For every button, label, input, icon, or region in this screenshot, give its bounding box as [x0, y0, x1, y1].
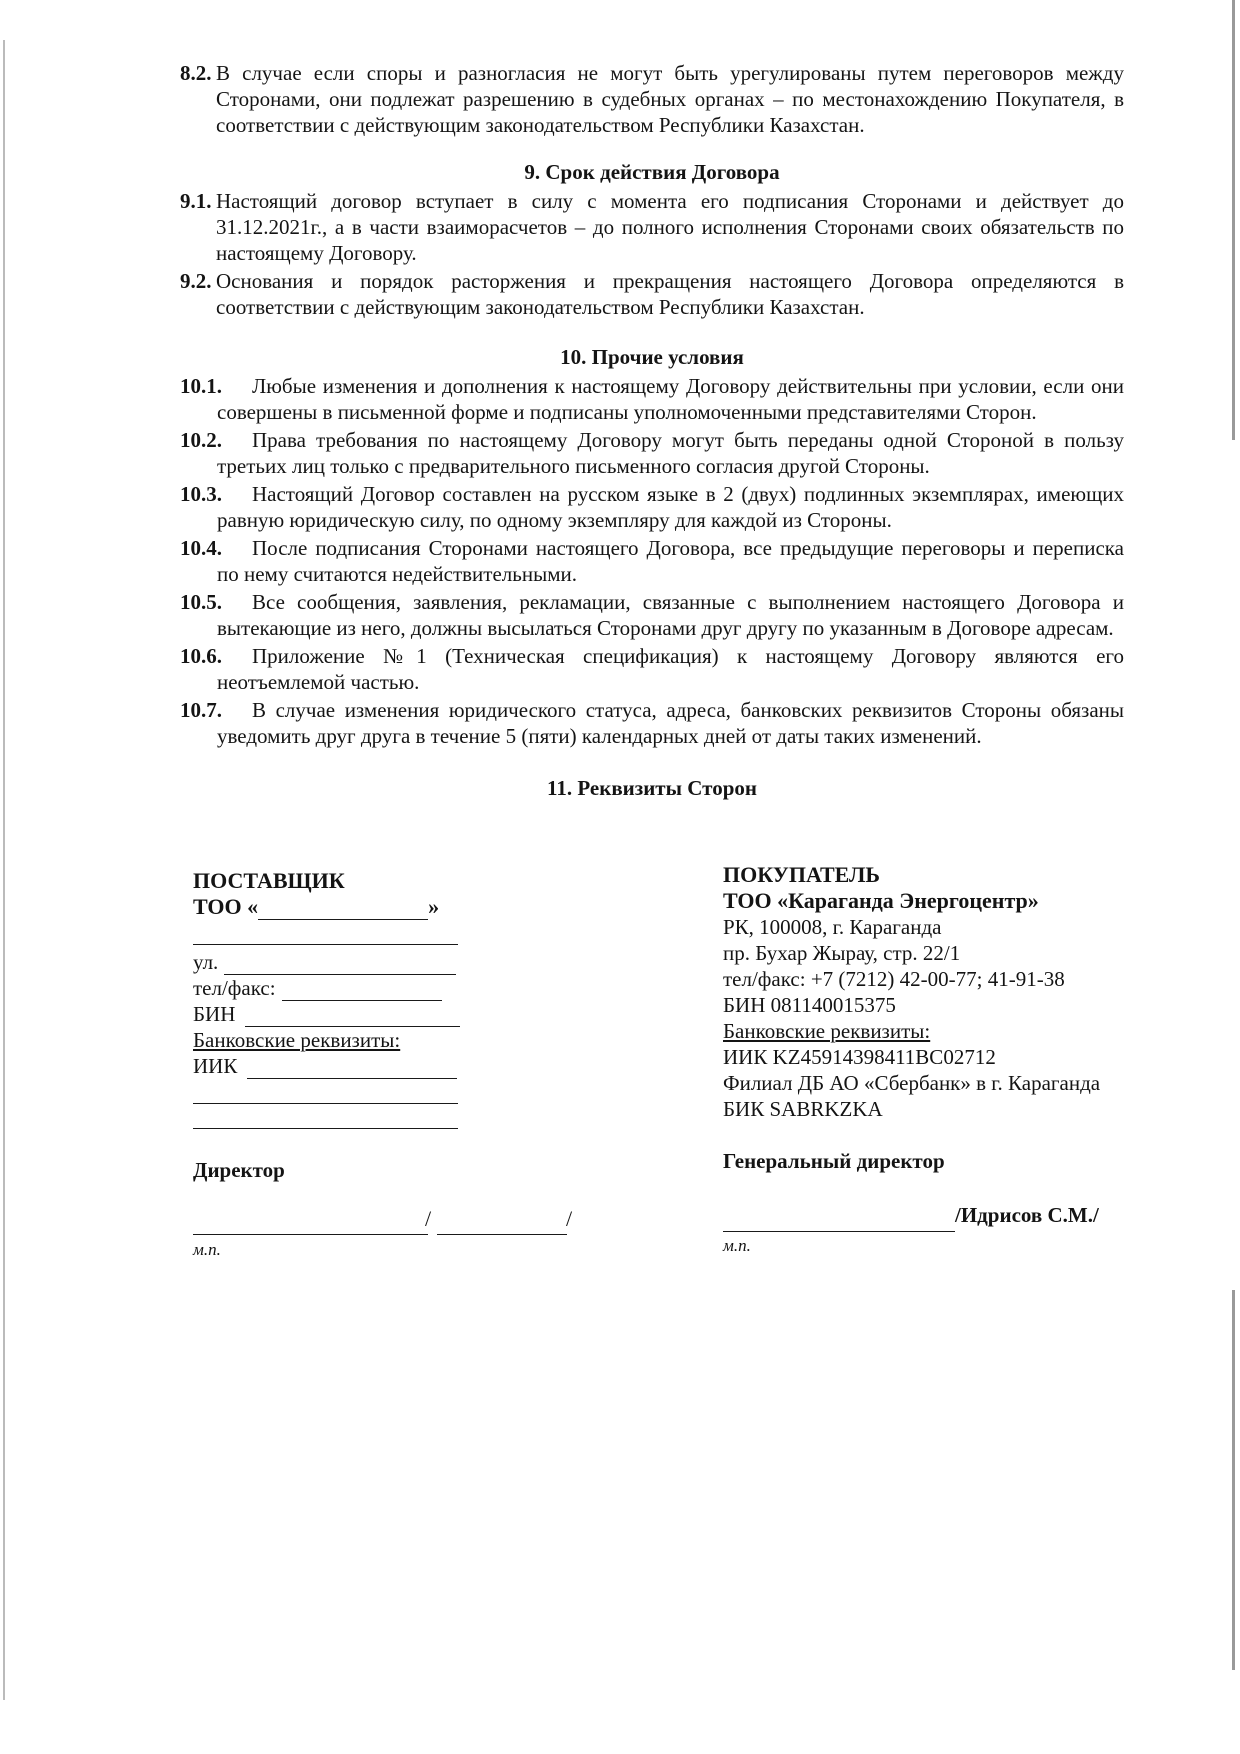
buyer-org: ТОО «Караганда Энергоцентр»	[723, 888, 1039, 913]
clause-number: 10.4.	[180, 536, 222, 560]
clause-10-5	[180, 589, 1124, 641]
clause-text: Основания и порядок расторжения и прекращения настоящего Договора определяются в соответствии с действующим законодательством Республики Казахстан.	[216, 269, 1124, 319]
buyer-phone: тел/факс: +7 (7212) 42-00-77; 41-91-38	[723, 967, 1065, 991]
supplier-iik-row	[193, 1053, 493, 1079]
buyer-signer-name: /Идрисов С.М./	[955, 1203, 1099, 1227]
supplier-sig-slash-2: /	[566, 1206, 573, 1231]
scan-edge-right-top	[1232, 0, 1235, 440]
supplier-sig-slash-1: /	[425, 1206, 432, 1231]
supplier-street-row	[193, 949, 493, 975]
clause-text: Все сообщения, заявления, рекламации, связанные с выполнением настоящего Договора и вытекающие из него, должны высылаться Сторонами друг другу по указанным в Договоре адресам.	[217, 590, 1124, 640]
clause-text: В случае изменения юридического статуса, адреса, банковских реквизитов Стороны обязаны уведомить друг друга в течение 5 (пяти) календарных дней от даты таких изменений.	[217, 698, 1124, 748]
scan-edge-right-bottom	[1232, 1290, 1235, 1670]
buyer-signature-line[interactable]	[723, 1230, 955, 1232]
clause-number: 10.2.	[180, 428, 222, 452]
buyer-bank-label: Банковские реквизиты:	[723, 1019, 931, 1043]
clause-text: Права требования по настоящему Договору могут быть переданы одной Стороной в пользу третьих лиц только с предварительного письменного согласия другой Стороны.	[217, 428, 1124, 478]
supplier-iik-blank[interactable]	[247, 1058, 457, 1079]
section-10-title: 10. Прочие условия	[560, 345, 744, 369]
supplier-bank-line-2[interactable]	[193, 1104, 458, 1129]
supplier-org-suffix: »	[428, 894, 440, 919]
buyer-role: ПОКУПАТЕЛЬ	[723, 862, 880, 887]
supplier-street-label: ул.	[193, 950, 219, 974]
clause-10-2	[180, 427, 1124, 479]
section-9-title: 9. Срок действия Договора	[524, 160, 780, 184]
clause-number: 9.2.	[180, 269, 212, 293]
clause-10-4	[180, 535, 1124, 587]
supplier-signer-title: Директор	[193, 1158, 285, 1182]
supplier-signature-line[interactable]	[193, 1233, 428, 1235]
supplier-bank-line-1[interactable]	[193, 1079, 458, 1104]
supplier-iik-label: ИИК	[193, 1054, 238, 1078]
supplier-stamp-label: м.п.	[193, 1240, 221, 1259]
scan-edge-left	[3, 40, 5, 1700]
clause-number: 9.1.	[180, 189, 212, 213]
buyer-address-1: РК, 100008, г. Караганда	[723, 915, 942, 939]
supplier-phone-blank[interactable]	[282, 980, 442, 1001]
supplier-street-blank[interactable]	[224, 954, 456, 975]
buyer-iik: ИИК KZ45914398411BC02712	[723, 1045, 996, 1069]
clause-text: Любые изменения и дополнения к настоящему Договору действительны при условии, если они совершены в письменной форме и подписаны уполномоченными представителями Сторон.	[217, 374, 1124, 424]
clause-number: 8.2.	[180, 61, 212, 85]
clause-text: Приложение №1 (Техническая спецификация) к настоящему Договору являются его неотъемлемой частью.	[217, 644, 1124, 694]
supplier-name-line[interactable]	[437, 1233, 567, 1235]
supplier-role: ПОСТАВЩИК	[193, 868, 345, 893]
clause-8-2	[180, 60, 1124, 138]
clause-9-2	[180, 268, 1124, 320]
clause-10-1	[180, 373, 1124, 425]
buyer-signer-title: Генеральный директор	[723, 1149, 945, 1173]
supplier-bin-label: БИН	[193, 1002, 236, 1026]
clause-number: 10.7.	[180, 698, 222, 722]
clause-text: Настоящий договор вступает в силу с момента его подписания Сторонами и действует до 31.12.2021г., а в части взаиморасчетов – до полного исполнения Сторонами своих обязательств по настоящему Договору.	[216, 189, 1124, 265]
section-11-title: 11. Реквизиты Сторон	[547, 776, 757, 800]
supplier-phone-label: тел/факс:	[193, 976, 276, 1000]
supplier-bin-blank[interactable]	[245, 1006, 460, 1027]
document-body	[180, 60, 1124, 801]
supplier-phone-row	[193, 975, 493, 1001]
supplier-org-prefix: ТОО «	[193, 894, 259, 919]
supplier-details	[193, 868, 493, 1183]
clause-text: Настоящий Договор составлен на русском языке в 2 (двух) подлинных экземплярах, имеющих равную юридическую силу, по одному экземпляру для каждой из Стороны.	[217, 482, 1124, 532]
supplier-org-blank[interactable]	[258, 899, 428, 920]
supplier-org-row	[193, 894, 493, 920]
clause-text: В случае если споры и разногласия не могут быть урегулированы путем переговоров между Сторонами, они подлежат разрешению в судебных органах – по местонахождению Покупателя, в соответствии с действующим законодательством Республики Казахстан.	[216, 61, 1124, 137]
buyer-stamp-label: м.п.	[723, 1236, 751, 1255]
clause-9-1	[180, 188, 1124, 266]
buyer-address-2: пр. Бухар Жырау, стр. 22/1	[723, 941, 961, 965]
clause-number: 10.5.	[180, 590, 222, 614]
clause-10-3	[180, 481, 1124, 533]
buyer-bank: Филиал ДБ АО «Сбербанк» в г. Караганда	[723, 1071, 1101, 1095]
clause-10-7	[180, 697, 1124, 749]
supplier-bank-label: Банковские реквизиты:	[193, 1028, 401, 1052]
buyer-details	[723, 862, 1143, 1174]
clause-number: 10.6.	[180, 644, 222, 668]
clause-10-6	[180, 643, 1124, 695]
clause-number: 10.1.	[180, 374, 222, 398]
clause-text: После подписания Сторонами настоящего Договора, все предыдущие переговоры и переписка по нему считаются недействительными.	[217, 536, 1124, 586]
clause-number: 10.3.	[180, 482, 222, 506]
supplier-bin-row	[193, 1001, 493, 1027]
buyer-bin: БИН 081140015375	[723, 993, 896, 1017]
supplier-org-line-2[interactable]	[193, 920, 458, 945]
buyer-bik: БИК SABRKZKA	[723, 1097, 883, 1121]
